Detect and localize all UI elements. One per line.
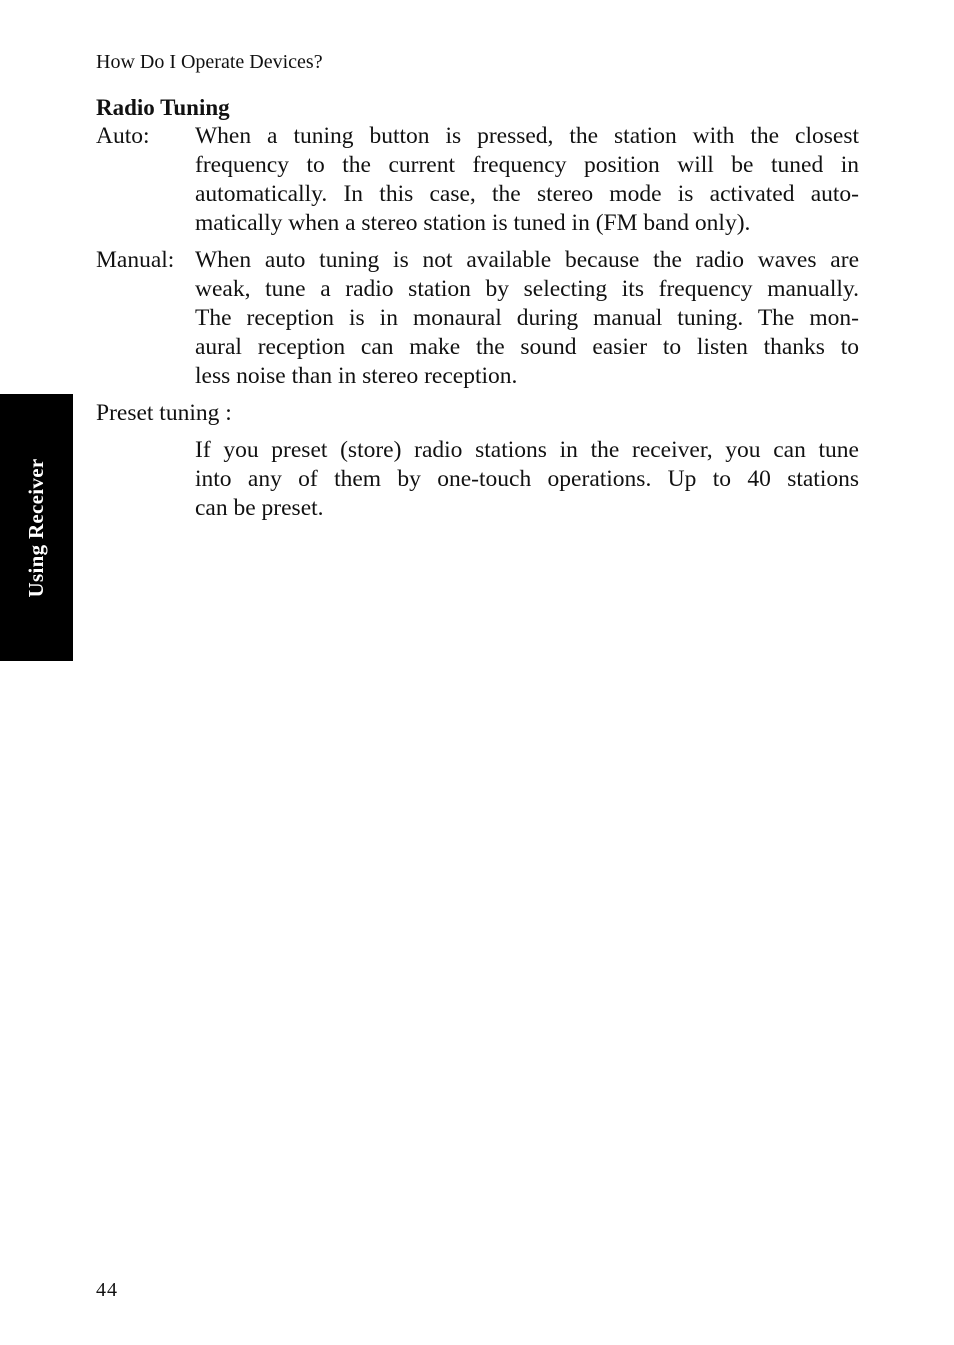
page-number: 44: [96, 1279, 118, 1301]
running-header: How Do I Operate Devices?: [96, 51, 323, 73]
description-line: frequency to the current frequency position will be tuned in: [195, 152, 859, 178]
description-line: If you preset (store) radio stations in the receiver, you can tune: [195, 437, 859, 463]
description-line: When auto tuning is not available because the radio waves are: [195, 247, 859, 273]
description-line: weak, tune a radio station by selecting its frequency manually.: [195, 276, 859, 302]
description-line: When a tuning button is pressed, the station with the closest: [195, 123, 859, 149]
description-line: matically when a stereo station is tuned in (FM band only).: [195, 210, 751, 236]
description-line: aural reception can make the sound easier to listen thanks to: [195, 334, 859, 360]
description-line: automatically. In this case, the stereo mode is activated auto-: [195, 181, 859, 207]
description-auto: [195, 122, 859, 238]
side-tab-label: Using Receiver: [24, 458, 48, 598]
description-line: can be preset.: [195, 495, 324, 521]
description-line: less noise than in stereo reception.: [195, 363, 518, 389]
description-preset-tuning: [195, 436, 859, 523]
section-title: Radio Tuning: [96, 95, 230, 120]
description-line: The reception is in monaural during manual tuning. The mon-: [195, 305, 859, 331]
description-line: into any of them by one-touch operations. Up to 40 stations: [195, 466, 859, 492]
term-auto: Auto:: [96, 123, 150, 149]
description-manual: [195, 246, 859, 391]
side-tab: [0, 394, 73, 661]
term-manual: Manual:: [96, 247, 175, 273]
term-preset-tuning: Preset tuning :: [96, 400, 232, 426]
